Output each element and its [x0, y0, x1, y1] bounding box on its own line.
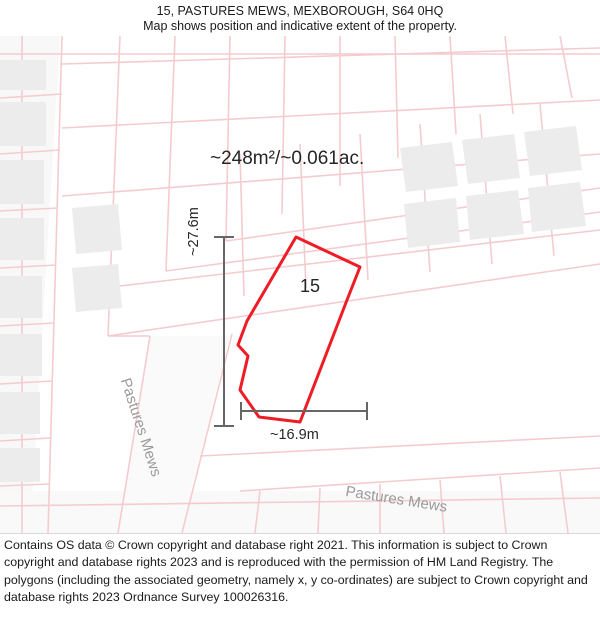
- street-label-pastures-mews-1: Pastures Mews: [116, 376, 165, 479]
- plot-number-label: 15: [300, 276, 321, 296]
- copyright-text: Contains OS data © Crown copyright and database right 2021. This information is subject to Crown copyright and database rights 2023 and is reproduced with the permission of HM Land Registry. The polygons (including the associated geometry, namely x, y co-ordinates) are subject to Crown copyright and database rights 2023 Ordnance Survey 100026316.: [4, 538, 588, 605]
- vertical-dimension-label: ~27.6m: [186, 207, 202, 256]
- area-label: ~248m²/~0.061ac.: [210, 148, 365, 169]
- street-label-pastures-mews-2: Pastures Mews: [344, 483, 449, 516]
- page-subtitle: Map shows position and indicative extent of the property.: [143, 19, 457, 33]
- horizontal-dimension-label: ~16.9m: [270, 427, 319, 443]
- map-header: [0, 0, 600, 36]
- copyright-footer: [0, 533, 600, 625]
- footer-divider: [0, 533, 600, 534]
- map-canvas[interactable]: [0, 36, 600, 533]
- page-title: 15, PASTURES MEWS, MEXBOROUGH, S64 0HQ: [156, 4, 444, 18]
